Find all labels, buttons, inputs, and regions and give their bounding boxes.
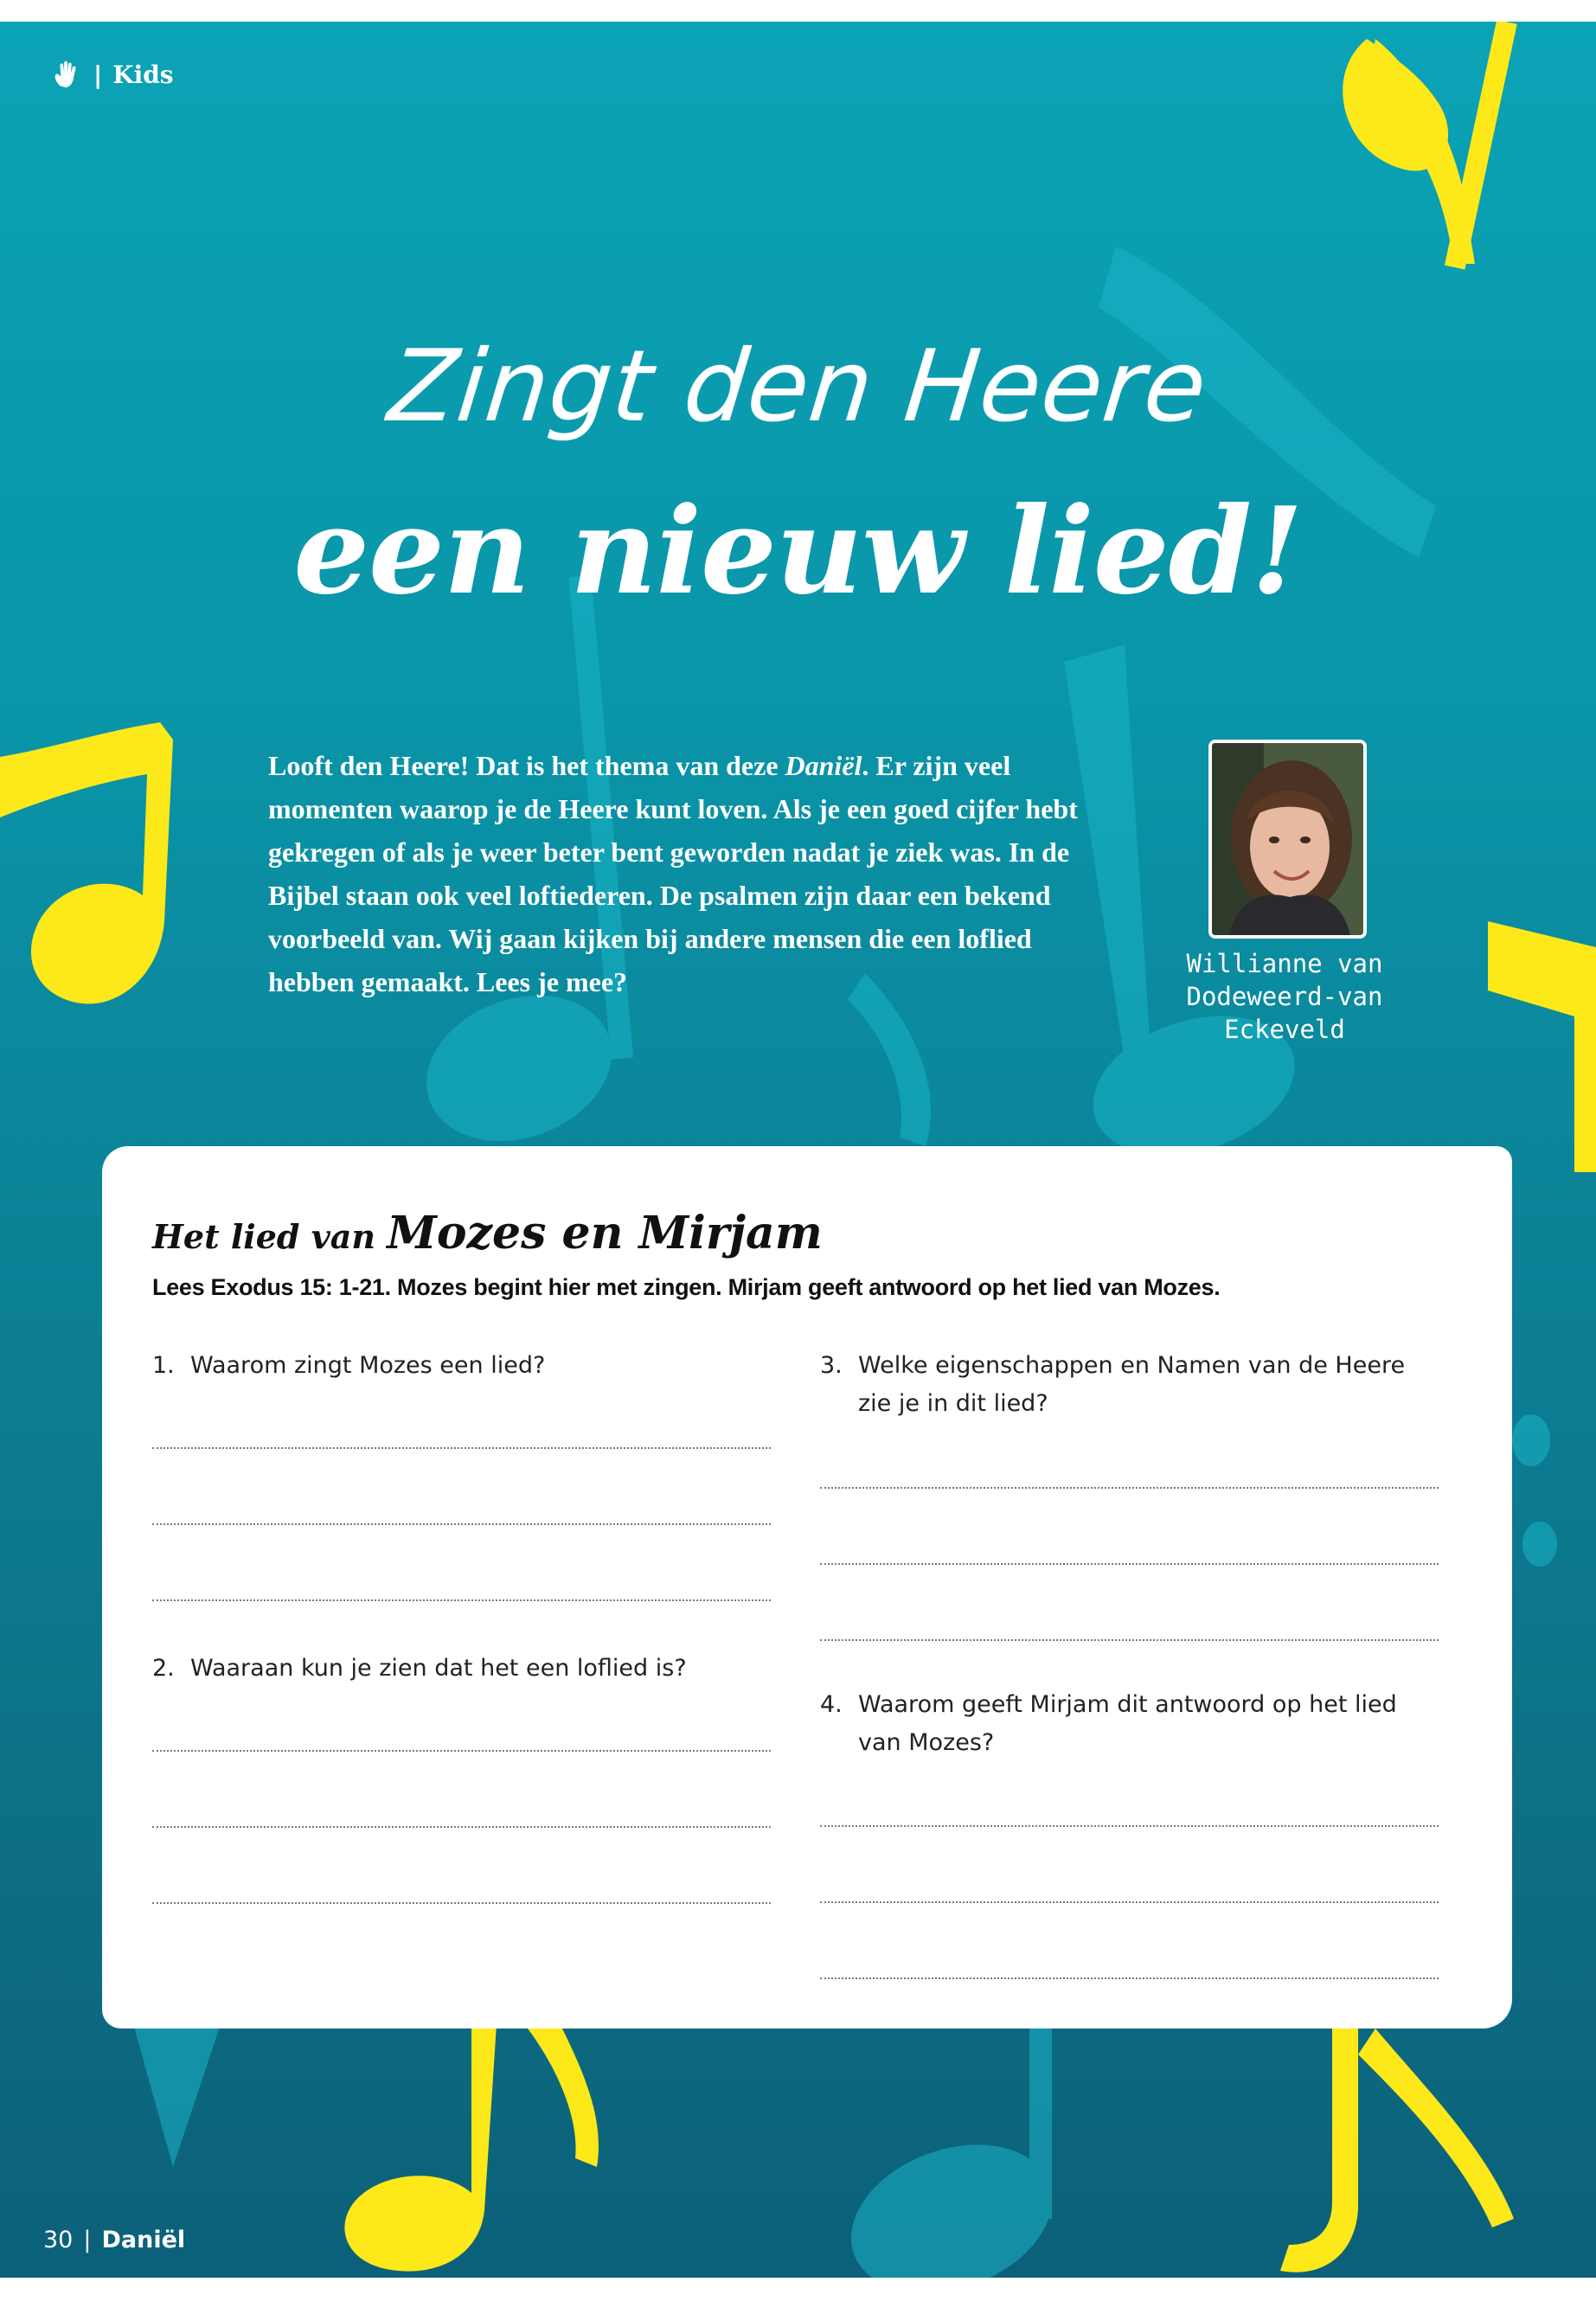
title-line-1: Zingt den Heere: [383, 329, 1213, 444]
intro-text-1: Looft den Heere! Dat is het thema van deze: [268, 750, 785, 781]
question-text: Welke eigenschappen en Namen van de Heere zie je in dit lied?: [858, 1352, 1406, 1417]
footer-separator: |: [83, 2227, 92, 2253]
answer-line[interactable]: [152, 1447, 771, 1449]
intro-magazine-name: Daniël: [785, 750, 862, 781]
answer-line[interactable]: [820, 1977, 1439, 1979]
author-name: [1151, 947, 1419, 1046]
question-number: 4.: [820, 1691, 843, 1718]
author-photo: [1208, 740, 1367, 939]
hand-icon: [50, 58, 83, 91]
header-separator: |: [93, 60, 103, 89]
yellow-note-left-icon: [0, 722, 173, 1003]
worksheet-title-main: Mozes en Mirjam: [387, 1207, 823, 1259]
author-name-line-3: Eckeveld: [1224, 1015, 1345, 1044]
answer-line[interactable]: [820, 1825, 1439, 1827]
answer-line[interactable]: [820, 1487, 1439, 1489]
worksheet-title: [152, 1207, 823, 1259]
answer-line[interactable]: [152, 1599, 771, 1601]
answer-line[interactable]: [820, 1563, 1439, 1565]
answer-line[interactable]: [152, 1750, 771, 1752]
answer-line[interactable]: [152, 1523, 771, 1525]
question-text: Waarom geeft Mirjam dit antwoord op het lied van Mozes?: [858, 1691, 1397, 1756]
author-name-line-1: Willianne van: [1186, 949, 1383, 978]
yellow-note-bottom-icon: [344, 2011, 497, 2272]
yellow-note-right-icon: [1488, 921, 1596, 1172]
question-number: 3.: [820, 1352, 843, 1379]
answer-line[interactable]: [820, 1639, 1439, 1641]
answer-line[interactable]: [152, 1902, 771, 1904]
worksheet-card: [102, 1146, 1512, 2029]
title-line-2: een nieuw lied!: [293, 480, 1303, 621]
question-2: [152, 1650, 775, 1688]
question-text: Waarom zingt Mozes een lied?: [190, 1352, 546, 1379]
magazine-name: Daniël: [101, 2227, 186, 2253]
author-portrait-image: [1212, 743, 1363, 935]
author-name-line-2: Dodeweerd-van: [1186, 982, 1383, 1011]
question-text: Waaraan kun je zien dat het een loflied is?: [190, 1655, 687, 1682]
question-number: 2.: [152, 1655, 175, 1682]
note-icon: [130, 2011, 225, 2167]
section-label: Kids: [112, 60, 174, 89]
question-3: [820, 1347, 1408, 1423]
question-4: [820, 1686, 1408, 1762]
intro-text-2: . Er zijn veel momenten waarop je de Heere kunt loven. Als je een goed cijfer hebt gekregen of als je weer beter bent geworden nadat je ziek was. In de Bijbel staan ook veel loftiederen. De psalmen zijn daar een bekend voorbeeld van. Wij gaan kijken bij andere mensen die een loflied hebben gemaakt. Lees je mee?: [268, 750, 1078, 997]
answer-line[interactable]: [820, 1901, 1439, 1903]
page-number: 30: [43, 2227, 74, 2253]
page: [0, 22, 1596, 2278]
page-footer: [43, 2227, 185, 2253]
worksheet-instruction: Lees Exodus 15: 1-21. Mozes begint hier met zingen. Mirjam geeft antwoord op het lied van Mozes.: [152, 1274, 1221, 1300]
question-1: [152, 1347, 775, 1385]
note-icon: [1512, 1414, 1550, 1466]
worksheet-title-prefix: Het lied van: [152, 1217, 388, 1256]
question-number: 1.: [152, 1352, 175, 1379]
note-icon: [1522, 1522, 1557, 1567]
intro-paragraph: [268, 744, 1112, 1003]
section-header: [50, 58, 174, 91]
answer-line[interactable]: [152, 1826, 771, 1828]
yellow-note-bottom-right-icon: [1280, 2029, 1358, 2272]
